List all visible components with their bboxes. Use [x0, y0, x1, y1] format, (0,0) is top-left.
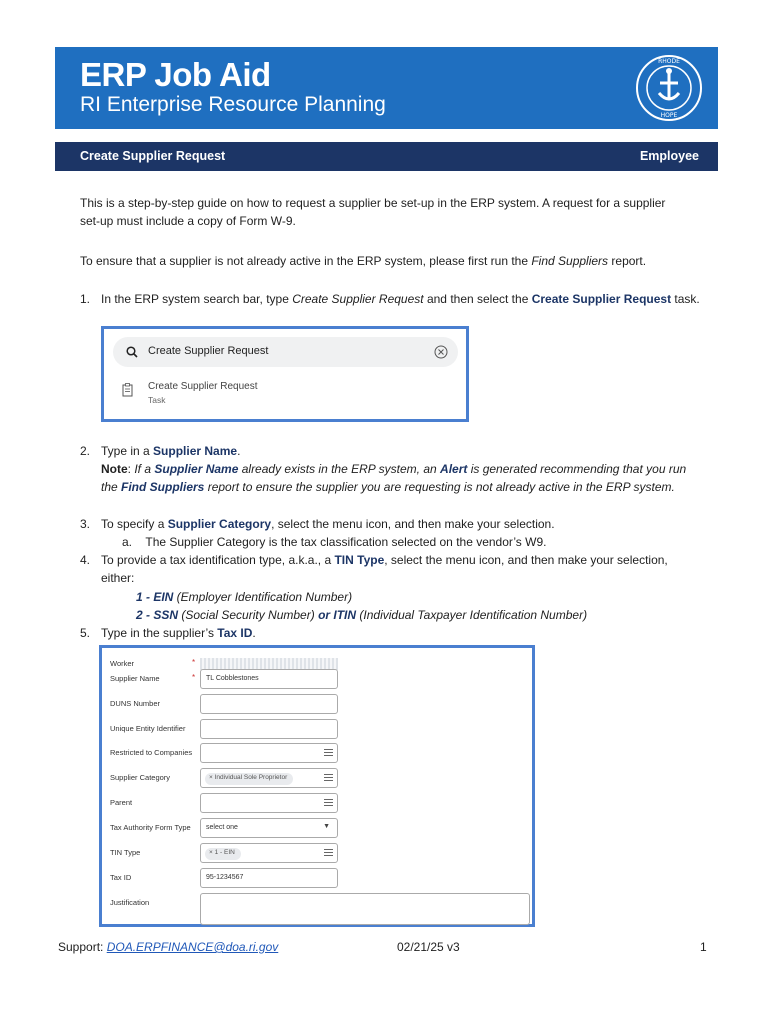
- clear-icon[interactable]: [434, 345, 448, 359]
- doc-title: ERP Job Aid: [80, 56, 271, 93]
- result-type: Task: [148, 395, 166, 405]
- intro-paragraph: This is a step-by-step guide on how to request a supplier be set-up in the ERP system. A request for a supplier set-up must include a copy of Form W-9.: [80, 196, 666, 228]
- restricted-companies-select[interactable]: [200, 743, 338, 763]
- supplier-name-input[interactable]: TL Cobblestones: [200, 669, 338, 689]
- tax-form-dropdown[interactable]: select one ▼: [200, 818, 338, 838]
- section-title: Create Supplier Request: [80, 149, 226, 163]
- duns-row: DUNS Number: [102, 694, 532, 716]
- tax-id-input[interactable]: 95-1234567: [200, 868, 338, 888]
- header-banner: [55, 47, 718, 129]
- support-email-link[interactable]: DOA.ERPFINANCE@doa.ri.gov: [106, 940, 279, 954]
- step-3: 3. To specify a Supplier Category, select the menu icon, and then make your selection.: [80, 517, 555, 531]
- restricted-row: Restricted to Companies: [102, 743, 532, 765]
- search-screenshot: [101, 326, 469, 422]
- svg-text:HOPE: HOPE: [660, 112, 678, 119]
- search-icon: [126, 346, 138, 358]
- task-icon: [122, 383, 133, 397]
- supplier-form-screenshot: [99, 645, 535, 927]
- tin-option-1: 1 - EIN (Employer Identification Number): [136, 590, 353, 604]
- menu-icon: [324, 849, 333, 858]
- step-5: 5. Type in the supplier’s Tax ID.: [80, 626, 256, 640]
- tin-pill[interactable]: × 1 - EIN: [205, 848, 241, 860]
- parent-select[interactable]: [200, 793, 338, 813]
- menu-icon: [324, 749, 333, 758]
- justification-row: Justification: [102, 893, 532, 915]
- support-line: Support: DOA.ERPFINANCE@doa.ri.gov: [58, 940, 279, 954]
- menu-icon: [324, 774, 333, 783]
- worker-row: Worker *: [102, 654, 532, 676]
- intro-note: To ensure that a supplier is not already active in the ERP system, please first run the Find Suppliers report.: [80, 254, 647, 268]
- supplier-name-row: Supplier Name * TL Cobblestones: [102, 669, 532, 691]
- justification-textarea[interactable]: [200, 893, 530, 925]
- audience-label: Employee: [639, 149, 699, 163]
- category-pill[interactable]: × Individual Sole Proprietor: [205, 773, 293, 785]
- search-bar[interactable]: [113, 337, 458, 367]
- menu-icon: [324, 799, 333, 808]
- uei-input[interactable]: [200, 719, 338, 739]
- svg-text:RHODE: RHODE: [658, 58, 680, 65]
- step-1: 1. In the ERP system search bar, type Create Supplier Request and then select the Create Supplier Request task.: [80, 292, 700, 306]
- result-title: Create Supplier Request: [148, 381, 258, 392]
- step-2: 2. Type in a Supplier Name. Note: If a Supplier Name already exists in the ERP system, an Alert is generated recommending that you run the Find Suppliers report to ensure the supplier you are requesting is not already active in the ERP system.: [80, 444, 687, 494]
- category-row: Supplier Category × Individual Sole Proprietor: [102, 768, 532, 790]
- doc-subtitle: RI Enterprise Resource Planning: [80, 93, 386, 116]
- supplier-category-select[interactable]: [200, 768, 338, 788]
- page-number: 1: [700, 940, 707, 954]
- version-label: 02/21/25 v3: [397, 940, 460, 954]
- tin-row: TIN Type × 1 - EIN: [102, 843, 532, 865]
- tax-form-row: Tax Authority Form Type select one ▼: [102, 818, 532, 840]
- parent-row: Parent: [102, 793, 532, 815]
- section-bar: [55, 142, 718, 171]
- uei-row: Unique Entity Identifier: [102, 719, 532, 741]
- tin-type-select[interactable]: [200, 843, 338, 863]
- ri-seal-logo: [634, 53, 704, 123]
- tin-option-2: 2 - SSN (Social Security Number) or ITIN (Individual Taxpayer Identification Number): [136, 608, 588, 622]
- chevron-down-icon: ▼: [323, 823, 330, 830]
- search-query: Create Supplier Request: [148, 345, 269, 357]
- step-3a: a. The Supplier Category is the tax classification selected on the vendor’s W9.: [122, 535, 547, 549]
- tax-id-row: Tax ID 95-1234567: [102, 868, 532, 890]
- duns-input[interactable]: [200, 694, 338, 714]
- step-4: 4. To provide a tax identification type, a.k.a., a TIN Type, select the menu icon, and then make your selection, either:: [80, 553, 668, 585]
